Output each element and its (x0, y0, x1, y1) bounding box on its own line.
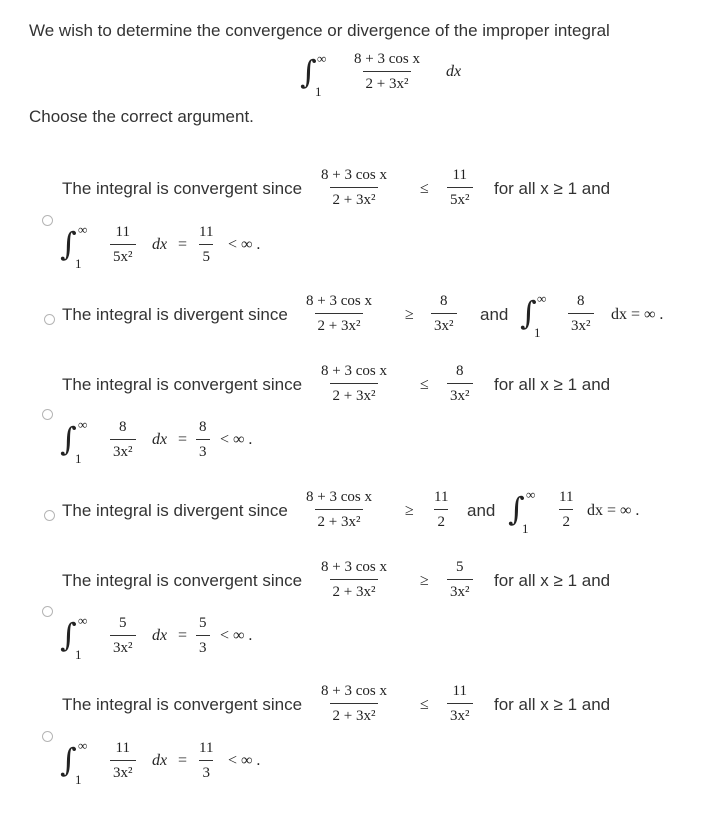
int-den: 3x² (110, 760, 136, 782)
int-num: 5 (119, 615, 127, 631)
option-4-tail: and (467, 501, 496, 520)
option-4-lhs-fraction (303, 489, 375, 531)
option-1-integral-sign: ∫ (60, 225, 77, 263)
option-4-lower: 1 (522, 521, 529, 536)
lhs-den: 2 + 3x² (330, 703, 379, 725)
lhs-num: 8 + 3 cos x (306, 293, 372, 309)
option-1-lt-inf: < ∞ . (228, 236, 261, 253)
option-4-bound-fraction (431, 489, 451, 531)
option-6-upper: ∞ (78, 738, 88, 753)
option-6-text: The integral is convergent since (62, 695, 303, 714)
option-5-dx: dx (152, 627, 168, 644)
option-1-dx: dx (152, 236, 168, 253)
option-1-upper: ∞ (78, 222, 88, 237)
option-3-radio[interactable] (42, 409, 53, 420)
lhs-den: 2 + 3x² (315, 313, 364, 335)
option-1-lhs-fraction (318, 167, 390, 209)
option-1-radio[interactable] (42, 215, 53, 226)
option-1-int-fraction (110, 224, 136, 266)
lhs-num: 8 + 3 cos x (321, 683, 387, 699)
int-den: 3x² (568, 313, 594, 335)
bound-num: 11 (452, 167, 467, 183)
option-5-upper: ∞ (78, 613, 88, 628)
option-3-int-fraction (110, 419, 136, 461)
option-6-eq: = (178, 752, 188, 769)
res-den: 3 (196, 635, 210, 657)
lhs-den: 2 + 3x² (330, 579, 379, 601)
int-den: 3x² (110, 635, 136, 657)
option-3-dx: dx (152, 431, 168, 448)
int-num: 8 (119, 419, 127, 435)
lhs-den: 2 + 3x² (330, 383, 379, 405)
option-5-int-fraction (110, 615, 136, 657)
option-2-lhs-fraction (303, 293, 375, 335)
option-6-lt-inf: < ∞ . (228, 752, 261, 769)
option-2-integral-sign: ∫ (520, 294, 537, 332)
option-6-cmp: ≤ (420, 696, 429, 713)
option-5-lhs-fraction (318, 559, 390, 601)
option-2-int-fraction (568, 293, 594, 335)
int-num: 8 (577, 293, 585, 309)
integrand-fraction (351, 51, 423, 93)
option-6-bound-fraction (447, 683, 473, 725)
option-4-int-fraction (556, 489, 576, 531)
option-2-text: The integral is divergent since (62, 305, 288, 324)
option-2-bound-fraction (431, 293, 457, 335)
option-3-lhs-fraction (318, 363, 390, 405)
option-2-lower: 1 (534, 325, 541, 340)
integral-sign: ∫ (300, 53, 317, 91)
option-4-integral-sign: ∫ (508, 490, 525, 528)
lhs-num: 8 + 3 cos x (306, 489, 372, 505)
option-5-bound-fraction (447, 559, 473, 601)
bound-den: 3x² (447, 383, 473, 405)
bound-num: 8 (440, 293, 448, 309)
option-5-radio[interactable] (42, 606, 53, 617)
res-num: 11 (199, 224, 214, 240)
bound-den: 3x² (431, 313, 457, 335)
option-1-result-fraction (196, 224, 216, 266)
option-1-text: The integral is convergent since (62, 179, 303, 198)
option-6-radio[interactable] (42, 731, 53, 742)
option-1-lower: 1 (75, 256, 82, 271)
option-3-tail: for all x ≥ 1 and (494, 375, 611, 394)
int-num: 11 (559, 489, 574, 505)
option-5-tail: for all x ≥ 1 and (494, 571, 611, 590)
option-3-upper: ∞ (78, 417, 88, 432)
option-3-eq: = (178, 431, 188, 448)
res-den: 3 (196, 439, 210, 461)
integrand-denominator: 2 + 3x² (363, 71, 412, 93)
int-den: 2 (559, 509, 573, 531)
res-den: 5 (199, 244, 213, 266)
bound-den: 3x² (447, 703, 473, 725)
option-4-radio[interactable] (44, 510, 55, 521)
option-3-integral-sign: ∫ (60, 420, 77, 458)
option-3-text: The integral is convergent since (62, 375, 303, 394)
integral-dx: dx (446, 63, 462, 80)
bound-num: 11 (452, 683, 467, 699)
lhs-num: 8 + 3 cos x (321, 363, 387, 379)
option-5-cmp: ≥ (420, 572, 429, 589)
option-6-dx: dx (152, 752, 168, 769)
option-5-integral-sign: ∫ (60, 616, 77, 654)
option-5-lt-inf: < ∞ . (220, 627, 253, 644)
option-2-tail: and (480, 305, 509, 324)
option-5-eq: = (178, 627, 188, 644)
option-4-upper: ∞ (526, 487, 536, 502)
option-1-eq: = (178, 236, 188, 253)
option-4-result: dx = ∞ . (587, 502, 640, 519)
bound-den: 2 (434, 509, 448, 531)
option-3-result-fraction (196, 419, 210, 461)
upper-limit: ∞ (317, 51, 327, 66)
option-6-result-fraction (196, 740, 216, 782)
lower-limit: 1 (315, 84, 322, 99)
bound-den: 3x² (447, 579, 473, 601)
int-den: 3x² (110, 439, 136, 461)
option-5-result-fraction (196, 615, 210, 657)
option-4-cmp: ≥ (405, 502, 414, 519)
option-3-cmp: ≤ (420, 376, 429, 393)
option-1-cmp: ≤ (420, 180, 429, 197)
instruction: Choose the correct argument. (29, 107, 254, 126)
option-2-upper: ∞ (537, 291, 547, 306)
option-6-integral-sign: ∫ (60, 741, 77, 779)
option-3-lt-inf: < ∞ . (220, 431, 253, 448)
bound-num: 11 (434, 489, 449, 505)
int-den: 5x² (110, 244, 136, 266)
res-den: 3 (199, 760, 213, 782)
option-2-radio[interactable] (44, 314, 55, 325)
option-5-lower: 1 (75, 647, 82, 662)
option-6-int-fraction (110, 740, 136, 782)
option-5-text: The integral is convergent since (62, 571, 303, 590)
bound-den: 5x² (447, 187, 473, 209)
question-intro: We wish to determine the convergence or divergence of the improper integral (29, 21, 610, 40)
option-1-bound-fraction (447, 167, 473, 209)
lhs-den: 2 + 3x² (330, 187, 379, 209)
res-num: 8 (199, 419, 207, 435)
lhs-num: 8 + 3 cos x (321, 559, 387, 575)
option-6-lhs-fraction (318, 683, 390, 725)
option-6-lower: 1 (75, 772, 82, 787)
int-num: 11 (115, 224, 130, 240)
option-3-bound-fraction (447, 363, 473, 405)
option-2-cmp: ≥ (405, 306, 414, 323)
lhs-num: 8 + 3 cos x (321, 167, 387, 183)
int-num: 11 (115, 740, 130, 756)
bound-num: 8 (456, 363, 464, 379)
bound-num: 5 (456, 559, 464, 575)
option-1-tail: for all x ≥ 1 and (494, 179, 611, 198)
option-2-result: dx = ∞ . (611, 306, 664, 323)
option-3-lower: 1 (75, 451, 82, 466)
option-4-text: The integral is divergent since (62, 501, 288, 520)
lhs-den: 2 + 3x² (315, 509, 364, 531)
option-6-tail: for all x ≥ 1 and (494, 695, 611, 714)
integrand-numerator: 8 + 3 cos x (354, 51, 420, 67)
res-num: 5 (199, 615, 207, 631)
res-num: 11 (199, 740, 214, 756)
